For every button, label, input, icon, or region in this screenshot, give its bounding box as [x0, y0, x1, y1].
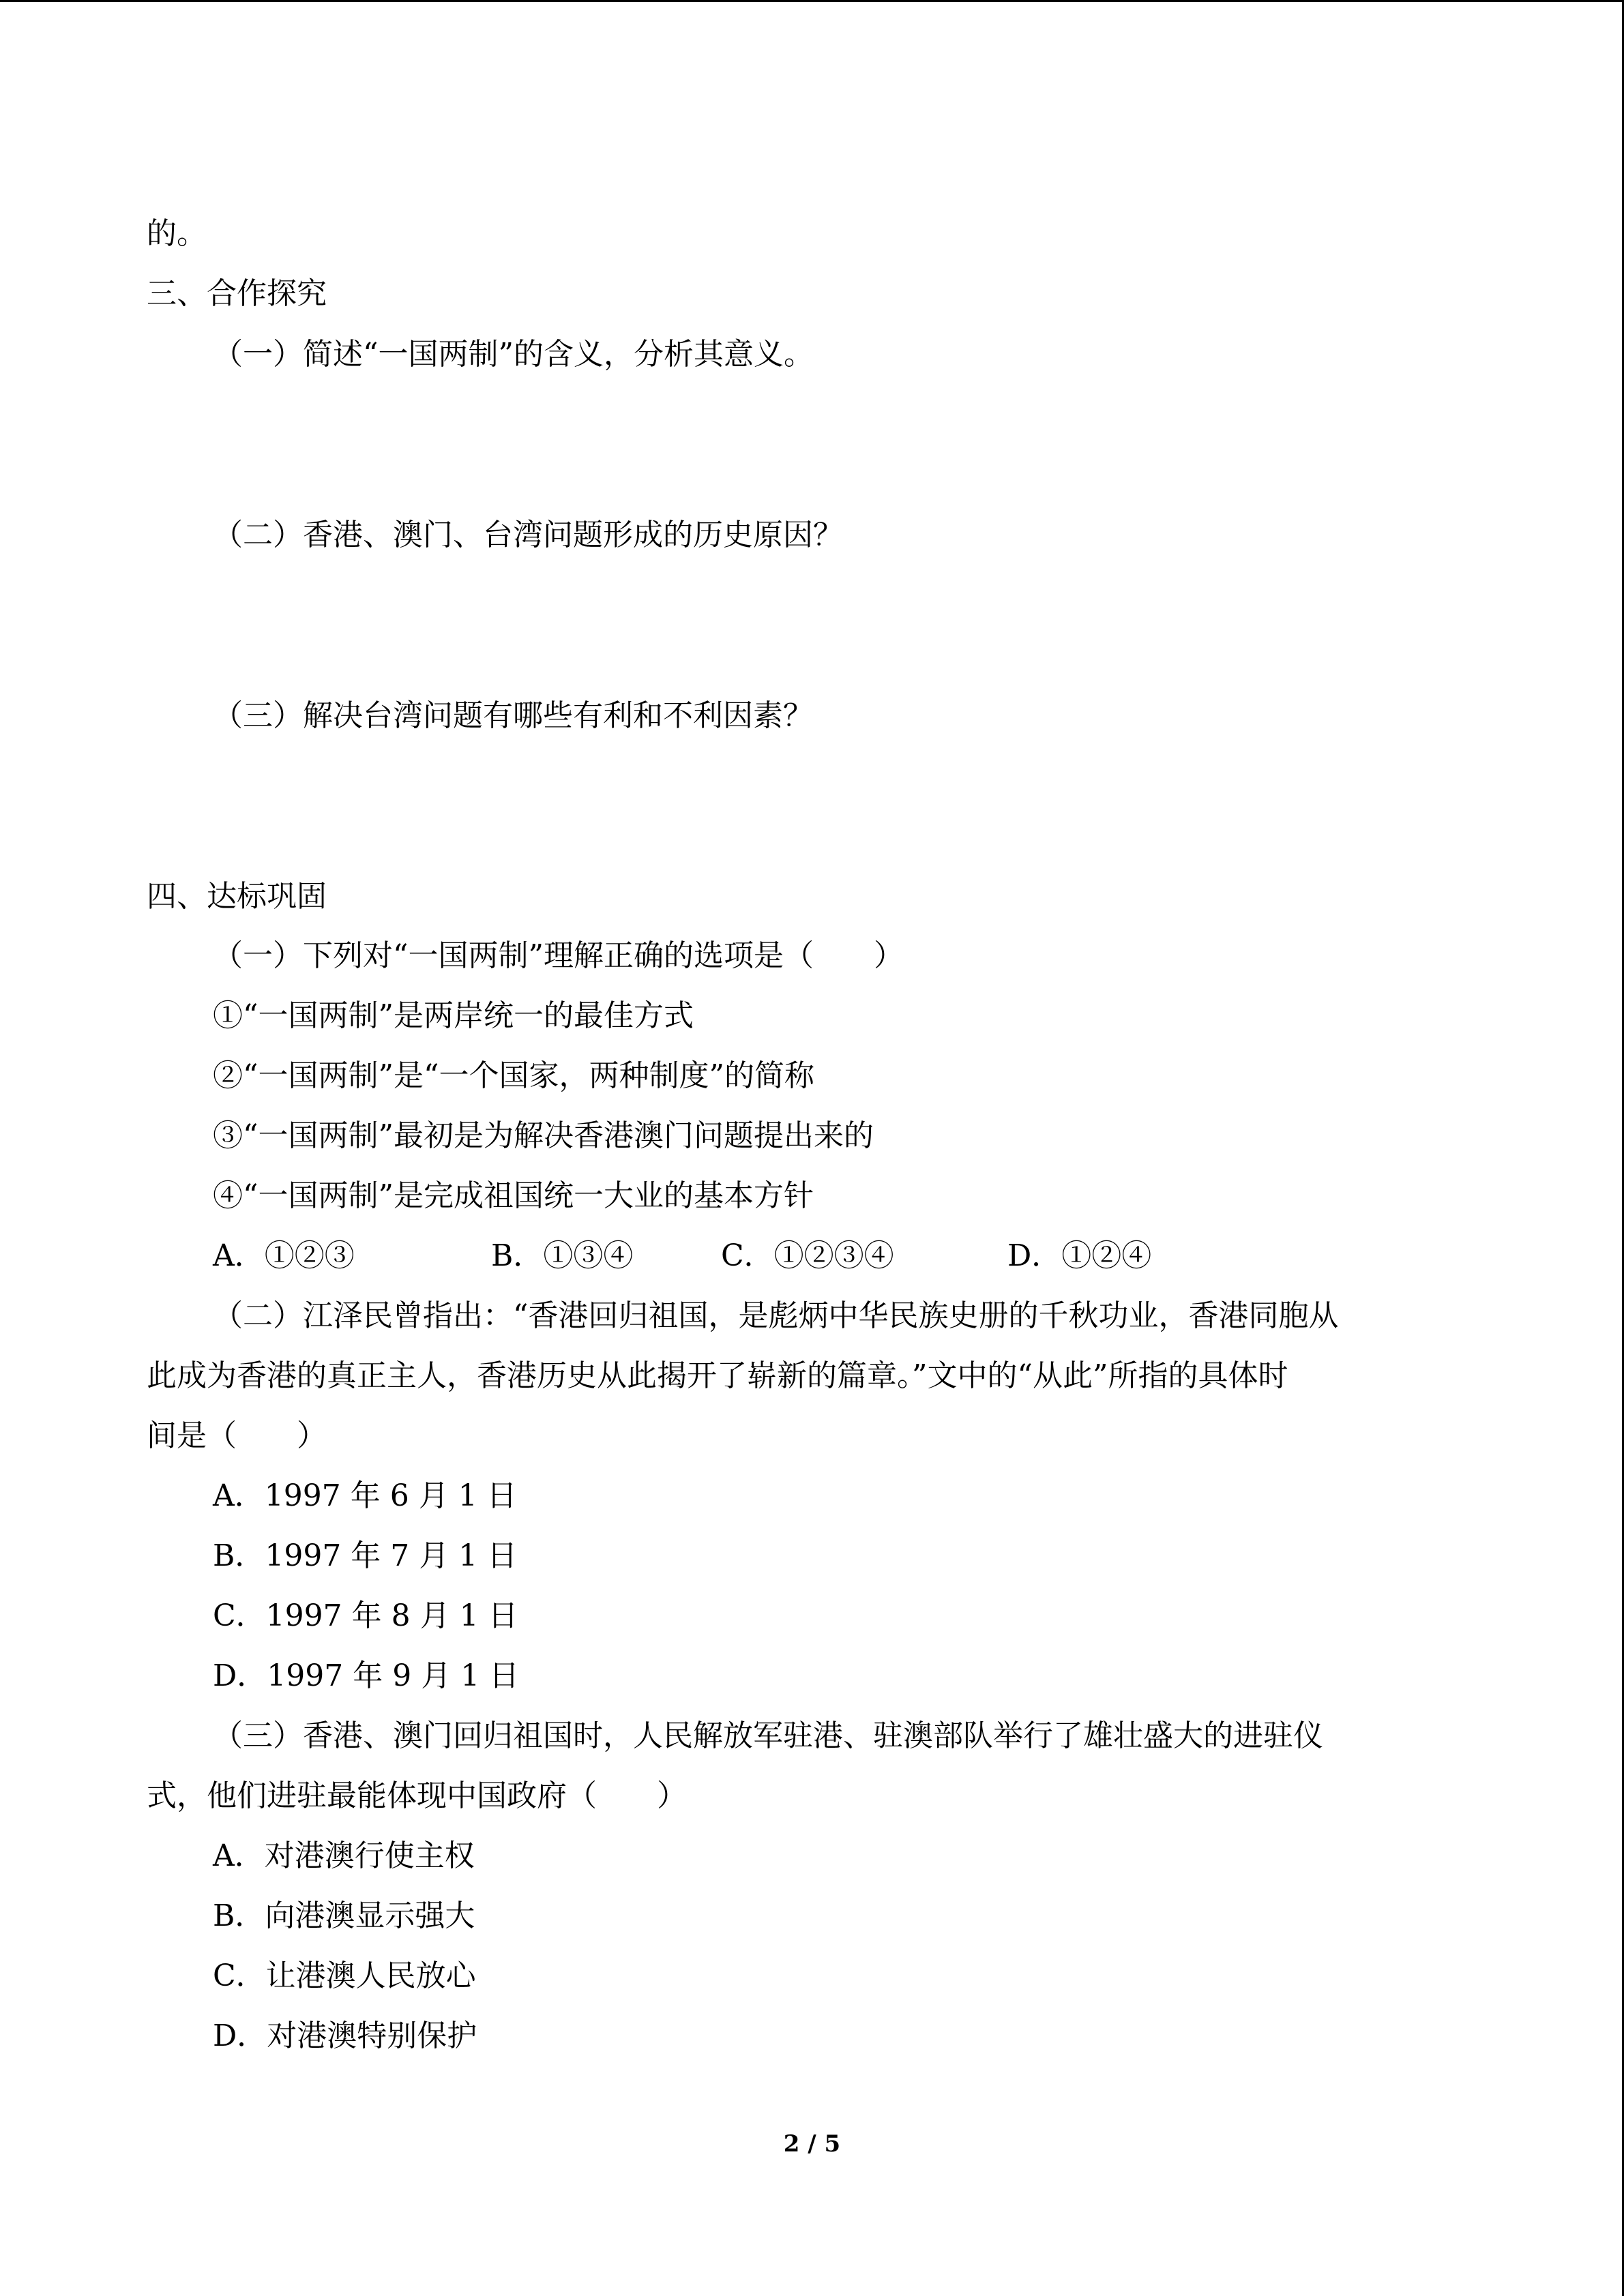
choice-row-q1	[213, 1237, 1236, 1275]
question-3-1: （一）简述“一国两制”的含义，分析其意义。	[213, 337, 814, 372]
option-d: D．1997 年 9 月 1 日	[213, 1658, 520, 1693]
question-4-2-line-1: （二）江泽民曾指出：“香港回归祖国，是彪炳中华民族史册的千秋功业，香港同胞从	[213, 1298, 1339, 1333]
option-a: A．对港澳行使主权	[213, 1838, 475, 1873]
choice-d: D．①②④	[1007, 1238, 1152, 1273]
choice-b: B．①③④	[491, 1238, 634, 1273]
question-4-2-line-2: 此成为香港的真正主人，香港历史从此揭开了崭新的篇章。”文中的“从此”所指的具体时	[147, 1358, 1288, 1393]
statement-2: ②“一国两制”是“一个国家，两种制度”的简称	[213, 1058, 814, 1093]
choice-a: A．①②③	[213, 1238, 355, 1273]
question-3-2: （二）香港、澳门、台湾问题形成的历史原因？	[213, 518, 843, 552]
option-c: C．让港澳人民放心	[213, 1958, 476, 1993]
option-d: D．对港澳特别保护	[213, 2018, 477, 2053]
page-border-top	[0, 0, 1624, 2]
question-4-3-line-2: 式，他们进驻最能体现中国政府（ ）	[147, 1778, 687, 1813]
choice-c: C．①②③④	[721, 1238, 894, 1273]
question-4-1: （一）下列对“一国两制”理解正确的选项是（ ）	[213, 938, 904, 973]
section-heading-3: 三、合作探究	[147, 276, 327, 311]
text-line: 的。	[147, 216, 207, 251]
option-c: C．1997 年 8 月 1 日	[213, 1598, 518, 1633]
statement-1: ①“一国两制”是两岸统一的最佳方式	[213, 998, 694, 1033]
statement-3: ③“一国两制”最初是为解决香港澳门问题提出来的	[213, 1118, 874, 1153]
statement-4: ④“一国两制”是完成祖国统一大业的基本方针	[213, 1178, 814, 1213]
option-b: B．1997 年 7 月 1 日	[213, 1538, 518, 1573]
section-heading-4: 四、达标巩固	[147, 879, 327, 914]
question-4-2-line-3: 间是（ ）	[147, 1418, 327, 1453]
question-4-3-line-1: （三）香港、澳门回归祖国时，人民解放军驻港、驻澳部队举行了雄壮盛大的进驻仪	[213, 1718, 1323, 1753]
question-3-3: （三）解决台湾问题有哪些有利和不利因素？	[213, 698, 813, 733]
option-b: B．向港澳显示强大	[213, 1898, 475, 1933]
page-number: 2 / 5	[783, 2130, 841, 2158]
option-a: A．1997 年 6 月 1 日	[213, 1478, 517, 1513]
